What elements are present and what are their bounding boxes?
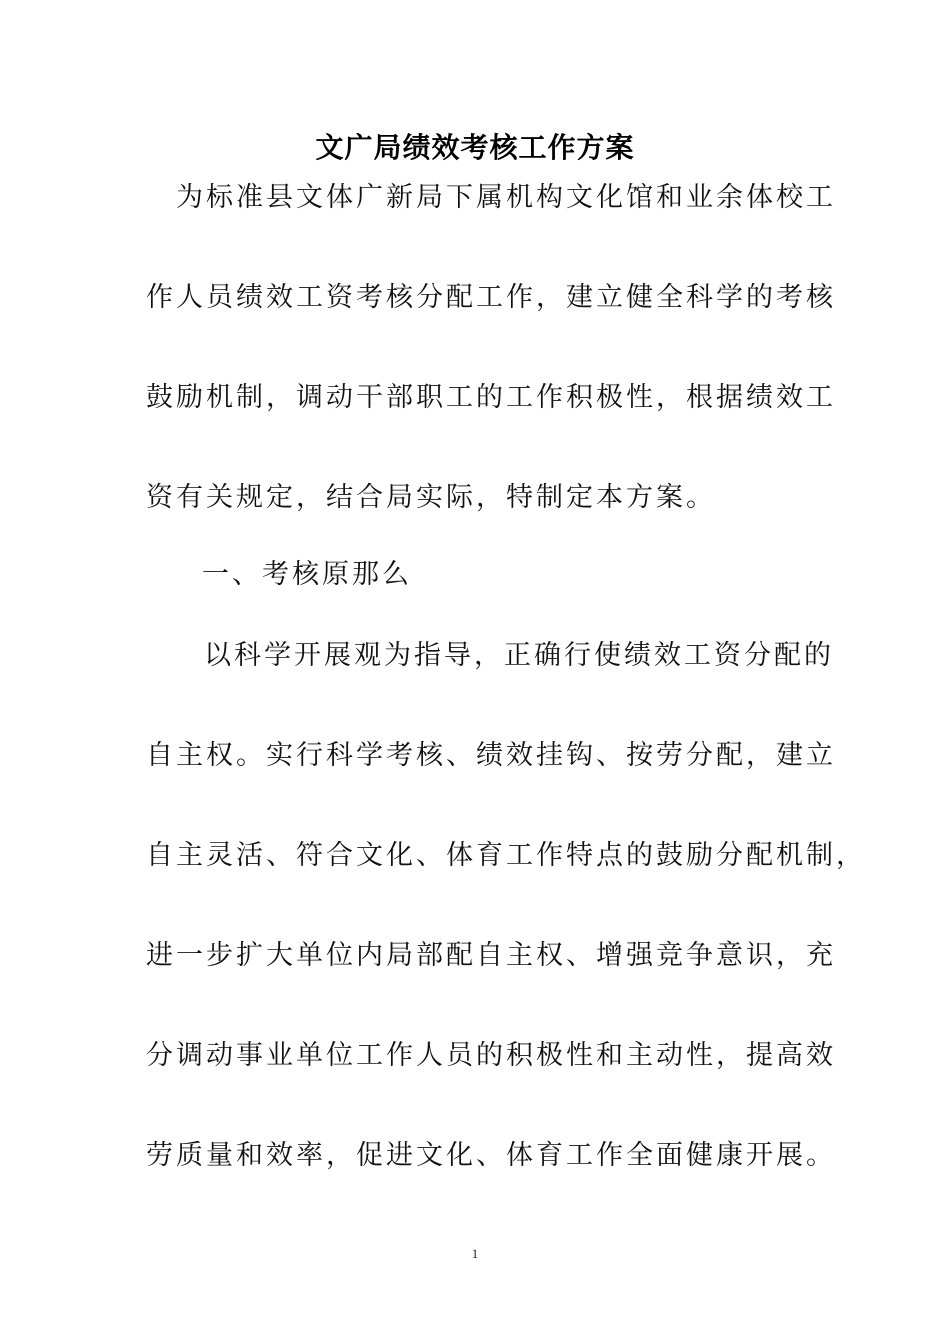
page-number: 1 [471, 1246, 479, 1261]
paragraph-line: 自主权。实行科学考核、绩效挂钩、按劳分配，建立 [146, 740, 836, 771]
paragraph-line: 分调动事业单位工作人员的积极性和主动性，提高效 [146, 1040, 836, 1071]
paragraph-line: 资有关规定，结合局实际，特制定本方案。 [146, 482, 716, 513]
section-heading-text: 一、考核原那么 [202, 559, 412, 590]
paragraph-line: 以科学开展观为指导，正确行使绩效工资分配的 [204, 640, 834, 671]
paragraph-line: 劳质量和效率，促进文化、体育工作全面健康开展。 [146, 1140, 836, 1171]
paragraph-line: 鼓励机制，调动干部职工的工作积极性，根据绩效工 [146, 382, 836, 413]
paragraph-line: 进一步扩大单位内局部配自主权、增强竞争意识，充 [146, 940, 836, 971]
document-title: 文广局绩效考核工作方案 [315, 131, 635, 164]
paragraph-line: 自主灵活、符合文化、体育工作特点的鼓励分配机制， [146, 840, 866, 871]
paragraph-line: 为标准县文体广新局下属机构文化馆和业余体校工 [176, 182, 836, 213]
paragraph-line: 作人员绩效工资考核分配工作，建立健全科学的考核 [146, 282, 836, 313]
